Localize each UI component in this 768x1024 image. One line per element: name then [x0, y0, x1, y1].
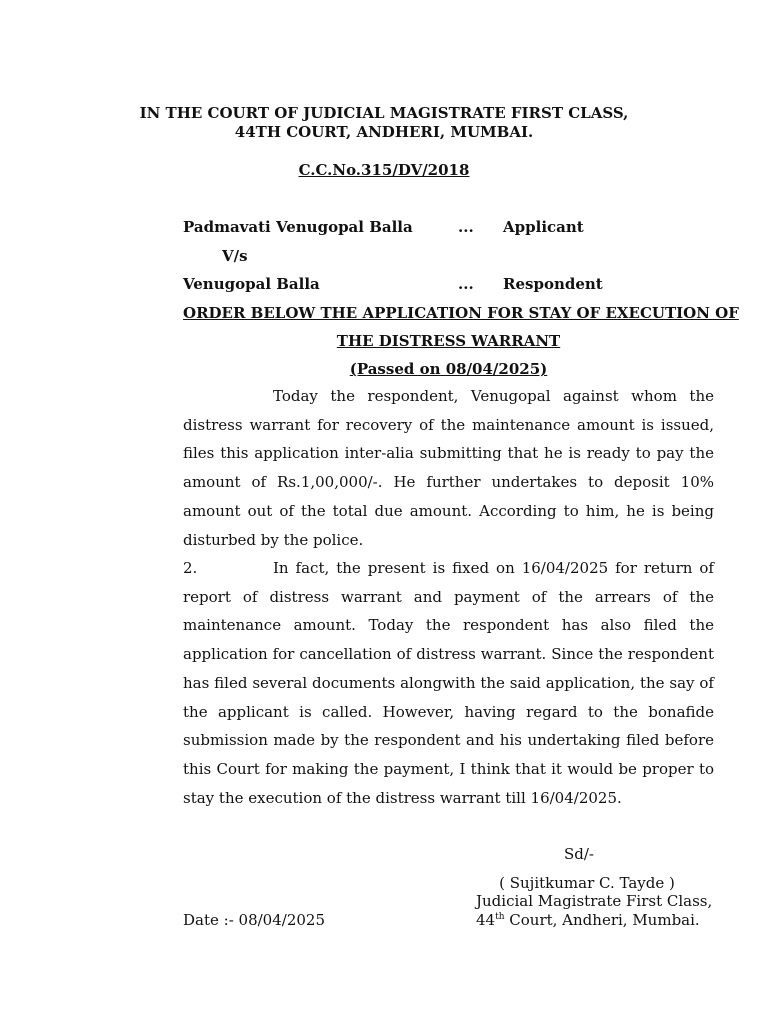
- signatory-name: ( Sujitkumar C. Tayde ): [499, 874, 675, 892]
- order-date: Date :- 08/04/2025: [183, 911, 325, 929]
- applicant-name: Padmavati Venugopal Balla: [183, 218, 413, 236]
- paragraph-2-number: 2.: [183, 559, 198, 577]
- signatory-court: [476, 911, 698, 929]
- court-location: Court, Andheri, Mumbai.: [504, 911, 700, 929]
- applicant-dots: ...: [458, 218, 474, 236]
- order-passed-date-text: (Passed on 08/04/2025): [349, 360, 548, 378]
- applicant-role: Applicant: [503, 218, 584, 236]
- versus-label: V/s: [222, 247, 248, 265]
- order-title-line1-text: ORDER BELOW THE APPLICATION FOR STAY OF EXECUTION OF: [183, 304, 739, 322]
- signature-sd: Sd/-: [564, 845, 594, 863]
- order-title-line1: [183, 304, 739, 322]
- body-paragraph-1: [183, 382, 714, 554]
- respondent-name: Venugopal Balla: [183, 275, 320, 293]
- court-title-line2: 44TH COURT, ANDHERI, MUMBAI.: [234, 123, 534, 141]
- body-paragraph-2: [183, 554, 714, 812]
- respondent-role: Respondent: [503, 275, 603, 293]
- paragraph-1-text: Today the respondent, Venugopal against whom the distress warrant for recovery of the maintenance amount is issued, files this application inter-alia submitting that he is ready to pay the amount of Rs.1,00,000/-. He further undertakes to deposit 10% amount out of the total due amount. According to him, he is being disturbed by the police.: [183, 387, 714, 549]
- paragraph-2-text: In fact, the present is fixed on 16/04/2025 for return of report of distress warrant and payment of the arrears of the maintenance amount. Today the respondent has also filed the application for cancellation of distress warrant. Since the respondent has filed several documents alongwith the said application, the say of the applicant is called. However, having regard to the bonafide submission made by the respondent and his undertaking filed before this Court for making the payment, I think that it would be proper to stay the execution of the distress warrant till 16/04/2025.: [183, 559, 714, 807]
- court-ordinal-suffix: th: [495, 912, 505, 922]
- case-number: [0, 161, 768, 179]
- court-number: 44: [476, 911, 496, 929]
- court-title-line1: IN THE COURT OF JUDICIAL MAGISTRATE FIRST CLASS,: [139, 104, 629, 122]
- case-number-text: C.C.No.315/DV/2018: [298, 161, 470, 179]
- order-title-line2-text: THE DISTRESS WARRANT: [336, 332, 561, 350]
- order-passed-date: [183, 360, 714, 378]
- respondent-dots: ...: [458, 275, 474, 293]
- signatory-designation: Judicial Magistrate First Class,: [476, 892, 713, 910]
- order-title-line2: [183, 332, 714, 350]
